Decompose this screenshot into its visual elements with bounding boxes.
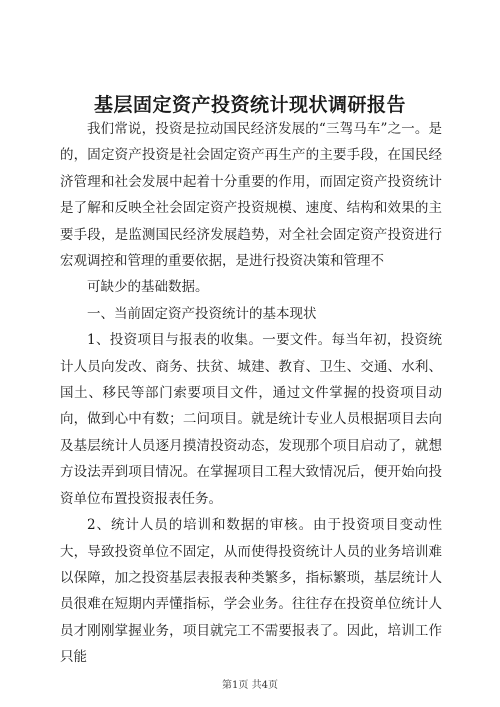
paragraph-item-2: 2、统计人员的培训和数据的审核。由于投资项目变动性大，导致投资单位不固定，从而使得投资统计人员的业务培训难以保障，加之投资基层表报表种类繁多，指标繁琐，基层统计人员很难在短期内弄懂指标，学会业务。往往存在投资单位统计人员才刚刚掌握业务，项目就完工不需要报表了。因此，培训工作只能 [60, 517, 442, 666]
paragraph-intro: 我们常说，投资是拉动国民经济发展的“三驾马车”之一。是的，固定资产投资是社会固定资产再生产的主要手段，在国民经济管理和社会发展中起着十分重要的作用，而固定资产投资统计是了解和反映全社会固定资产投资规模、速度、结构和效果的主要手段，是监测国民经济发展趋势，对全社会固定资产投资进行宏观调控和管理的重要依据，是进行投资决策和管理不 [60, 121, 442, 270]
section-heading-1: 一、当前固定资产投资统计的基本现状 [87, 305, 317, 322]
paragraph-item-1: 1、投资项目与报表的收集。一要文件。每当年初，投资统计人员向发改、商务、扶贫、城建、教育、卫生、交通、水利、国土、移民等部门索要项目文件，通过文件掌握的投资项目动向，做到心中有数；二问项目。就是统计专业人员根据项目去向及基层统计人员逐月摸清投资动态，发现那个项目启动了，就想方设法弄到项目情况。在掌握项目工程大致情况后，便开始向投资单位布置投资报表任务。 [60, 332, 442, 507]
document-title: 基层固定资产投资统计现状调研报告 [93, 94, 406, 116]
paragraph-intro-continued: 可缺少的基础数据。 [87, 279, 209, 296]
document-body [60, 116, 442, 671]
page-number-footer: 第1页 共4页 [222, 680, 278, 691]
